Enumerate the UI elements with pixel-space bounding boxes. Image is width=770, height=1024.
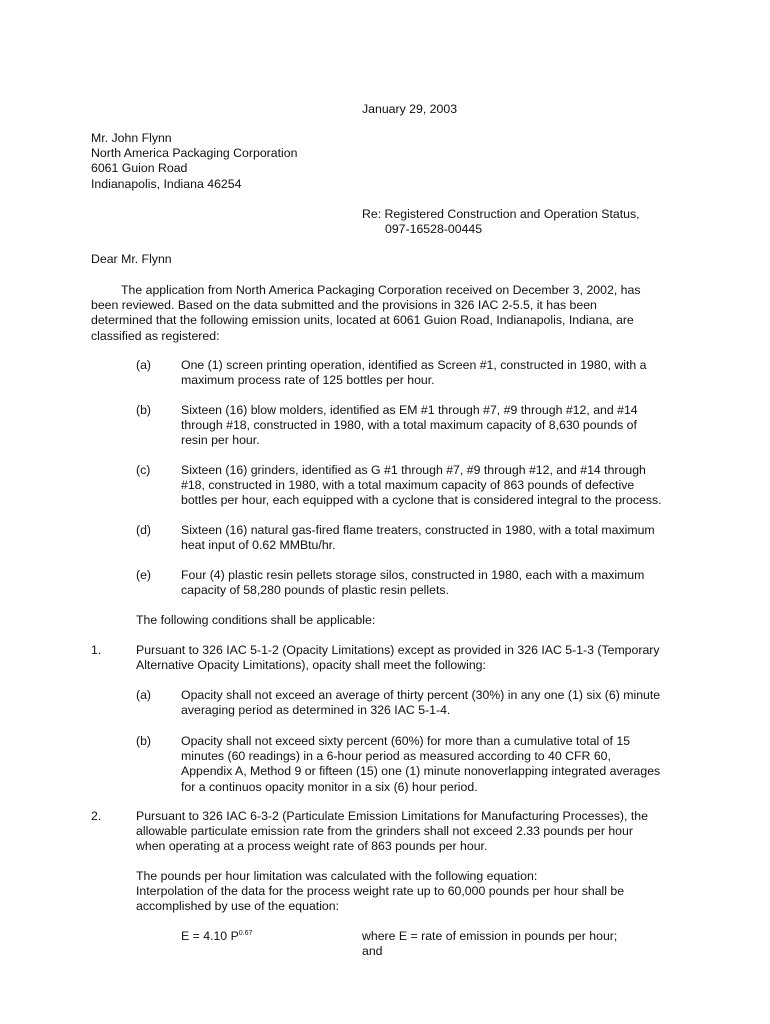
item-line: #18, constructed in 1980, with a total maximum capacity of 863 pounds of defective bbox=[181, 478, 635, 493]
equation-where-clause bbox=[362, 929, 617, 959]
item-line: through #18, constructed in 1980, with a total maximum capacity of 8,630 pounds of bbox=[181, 418, 637, 433]
item-line: resin per hour. bbox=[181, 433, 260, 448]
equation-base: E = 4.10 P bbox=[181, 929, 239, 943]
subject-line: Re: Registered Construction and Operation Status, bbox=[362, 207, 640, 221]
item-line: Opacity shall not exceed sixty percent (60%) for more than a cumulative total of 15 bbox=[181, 734, 631, 748]
condition-line: Pursuant to 326 IAC 5-1-2 (Opacity Limitations) except as provided in 326 IAC 5-1-3 (Temporary bbox=[136, 643, 660, 657]
item-label: (a) bbox=[136, 688, 152, 702]
condition-line: Pursuant to 326 IAC 6-3-2 (Particulate Emission Limitations for Manufacturing Processes), the bbox=[136, 809, 648, 823]
intro-line: been reviewed. Based on the data submitted and the provisions in 326 IAC 2-5.5, it has been bbox=[91, 298, 597, 313]
condition-line: when operating at a process weight rate of 863 pounds per hour. bbox=[136, 839, 488, 854]
recipient-name: Mr. John Flynn bbox=[91, 131, 172, 145]
calc-line: The pounds per hour limitation was calculated with the following equation: bbox=[136, 869, 538, 883]
intro-paragraph bbox=[91, 283, 691, 344]
recipient-city: Indianapolis, Indiana 46254 bbox=[91, 176, 242, 191]
where-line: where E = rate of emission in pounds per hour; bbox=[362, 929, 618, 943]
item-line: heat input of 0.62 MMBtu/hr. bbox=[181, 538, 336, 553]
recipient-company: North America Packaging Corporation bbox=[91, 146, 298, 161]
where-line: and bbox=[362, 944, 383, 959]
item-line: bottles per hour, each equipped with a cyclone that is considered integral to the process. bbox=[181, 493, 662, 508]
subject-block bbox=[362, 207, 640, 237]
intro-line: The application from North America Packaging Corporation received on December 3, 2002, has bbox=[121, 283, 641, 297]
item-label: (b) bbox=[136, 403, 152, 417]
item-line: Sixteen (16) natural gas-fired flame treaters, constructed in 1980, with a total maximum bbox=[181, 523, 655, 537]
permit-number: 097-16528-00445 bbox=[385, 222, 483, 237]
condition-line: Alternative Opacity Limitations), opacity shall meet the following: bbox=[136, 658, 486, 673]
item-line: capacity of 58,280 pounds of plastic resin pellets. bbox=[181, 583, 449, 598]
salutation: Dear Mr. Flynn bbox=[91, 252, 172, 266]
item-label: (a) bbox=[136, 358, 152, 372]
item-label: (b) bbox=[136, 734, 152, 748]
condition-number: 2. bbox=[91, 809, 102, 823]
equation-exponent: 0.67 bbox=[238, 930, 253, 937]
emission-equation bbox=[181, 929, 252, 944]
recipient-address bbox=[91, 131, 297, 192]
condition-line: allowable particulate emission rate from the grinders shall not exceed 2.33 pounds per hour bbox=[136, 824, 633, 839]
condition-number: 1. bbox=[91, 643, 102, 657]
item-label: (c) bbox=[136, 463, 151, 477]
item-line: Appendix A, Method 9 or fifteen (15) one (1) minute nonoverlapping integrated averages bbox=[181, 764, 661, 779]
item-label: (e) bbox=[136, 568, 152, 582]
recipient-street: 6061 Guion Road bbox=[91, 161, 188, 176]
item-line: One (1) screen printing operation, identified as Screen #1, constructed in 1980, with a bbox=[181, 358, 647, 372]
conditions-intro: The following conditions shall be applicable: bbox=[136, 613, 376, 627]
item-line: minutes (60 readings) in a 6-hour period as measured according to 40 CFR 60, bbox=[181, 749, 611, 764]
item-line: averaging period as determined in 326 IAC 5-1-4. bbox=[181, 703, 451, 718]
item-label: (d) bbox=[136, 523, 152, 537]
item-line: for a continuos opacity monitor in a six (6) hour period. bbox=[181, 779, 478, 794]
item-line: Opacity shall not exceed an average of thirty percent (30%) in any one (1) six (6) minute bbox=[181, 688, 661, 702]
intro-line: determined that the following emission units, located at 6061 Guion Road, Indianapolis, Indiana, are bbox=[91, 313, 634, 328]
item-line: maximum process rate of 125 bottles per hour. bbox=[181, 373, 435, 388]
calculation-description bbox=[136, 869, 624, 915]
intro-line: classified as registered: bbox=[91, 328, 220, 343]
item-line: Sixteen (16) grinders, identified as G #1 through #7, #9 through #12, and #14 through bbox=[181, 463, 646, 477]
calc-line: accomplished by use of the equation: bbox=[136, 899, 340, 914]
item-line: Four (4) plastic resin pellets storage silos, constructed in 1980, each with a maximum bbox=[181, 568, 645, 582]
calc-line: Interpolation of the data for the process weight rate up to 60,000 pounds per hour shall be bbox=[136, 884, 625, 899]
item-line: Sixteen (16) blow molders, identified as EM #1 through #7, #9 through #12, and #14 bbox=[181, 403, 638, 417]
letter-date: January 29, 2003 bbox=[362, 102, 458, 116]
